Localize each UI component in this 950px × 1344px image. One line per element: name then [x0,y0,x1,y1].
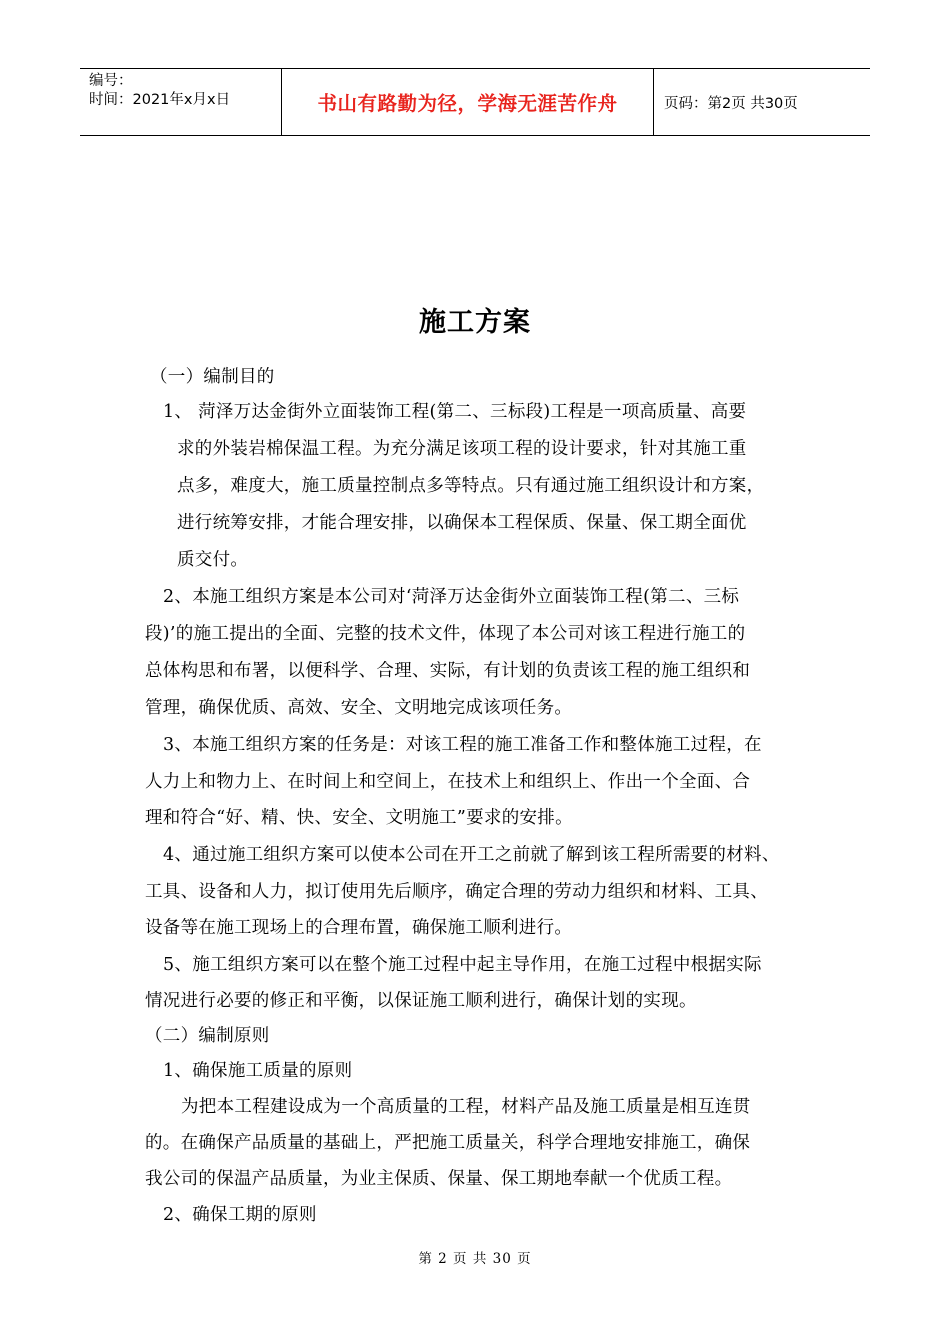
paragraph-line: 2、本施工组织方案是本公司对‘菏泽万达金街外立面装饰工程(第二、三标 [163,587,740,607]
time-label: 时间：2021年x月x日 [89,92,231,108]
paragraph-line: 1、 菏泽万达金街外立面装饰工程(第二、三标段)工程是一项高质量、高要 [163,402,747,422]
paragraph-line: 我公司的保温产品质量，为业主保质、保量、保工期地奉献一个优质工程。 [145,1169,733,1189]
paragraph-line: 管理，确保优质、高效、安全、文明地完成该项任务。 [145,698,573,718]
motto: 书山有路勤为径，学海无涯苦作舟 [317,92,618,115]
paragraph-line: 3、本施工组织方案的任务是：对该工程的施工准备工作和整体施工过程，在 [163,735,762,755]
paragraph-line: 4、通过施工组织方案可以使本公司在开工之前就了解到该工程所需要的材料、 [163,845,780,865]
header-motto-cell [281,69,654,135]
paragraph-line: 理和符合“好、精、快、安全、文明施工”要求的安排。 [145,808,573,828]
paragraph-line: 设备等在施工现场上的合理布置，确保施工顺利进行。 [145,918,573,938]
header-table [80,68,870,136]
header-info-cell [80,69,281,135]
code-label: 编号： [89,73,133,89]
document-title: 施工方案 [419,307,531,338]
paragraph-line: 点多，难度大，施工质量控制点多等特点。只有通过施工组织设计和方案， [177,476,765,496]
paragraph-line: 质交付。 [177,550,249,570]
header-page-cell [654,69,870,135]
subsection-heading: 1、确保施工质量的原则 [163,1061,353,1081]
paragraph-line: 总体构思和布署，以便科学、合理、实际，有计划的负责该工程的施工组织和 [145,661,751,681]
section-heading: （一）编制目的 [150,367,275,387]
subsection-heading: 2、确保工期的原则 [163,1205,317,1225]
paragraph-line: 进行统筹安排，才能合理安排，以确保本工程保质、保量、保工期全面优 [177,513,747,533]
paragraph-line: 段)’的施工提出的全面、完整的技术文件，体现了本公司对该工程进行施工的 [145,624,746,644]
paragraph-line: 求的外装岩棉保温工程。为充分满足该项工程的设计要求，针对其施工重 [177,439,747,459]
paragraph-line: 情况进行必要的修正和平衡，以保证施工顺利进行，确保计划的实现。 [145,991,697,1011]
paragraph-line: 工具、设备和人力，拟订使用先后顺序，确定合理的劳动力组织和材料、工具、 [145,882,768,902]
paragraph-line: 5、施工组织方案可以在整个施工过程中起主导作用，在施工过程中根据实际 [163,955,762,975]
page-footer: 第 2 页 共 30 页 [418,1251,532,1267]
paragraph-line: 为把本工程建设成为一个高质量的工程，材料产品及施工质量是相互连贯 [181,1097,751,1117]
section-heading: （二）编制原则 [145,1026,270,1046]
page-label: 页码：第2页 共30页 [664,95,798,112]
paragraph-line: 人力上和物力上、在时间上和空间上，在技术上和组织上、作出一个全面、合 [145,772,751,792]
paragraph-line: 的。在确保产品质量的基础上，严把施工质量关，科学合理地安排施工，确保 [145,1133,751,1153]
